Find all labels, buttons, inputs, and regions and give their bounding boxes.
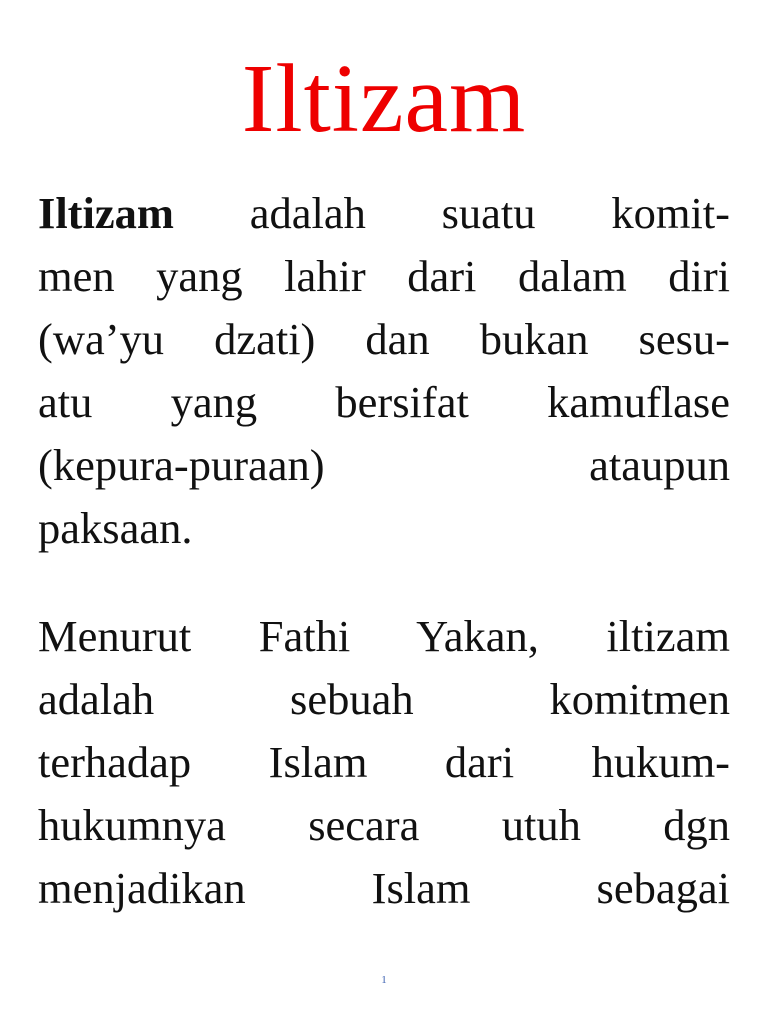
paragraph-line [38,182,730,245]
paragraph-line: (kepura-puraan) ataupun [38,440,730,490]
page-title: Iltizam [241,45,527,153]
term-iltizam: Iltizam [38,188,174,238]
paragraph-line: atu yang bersifat kamuflase [38,377,730,427]
paragraph-line: (wa’yu dzati) dan bukan sesu- [38,314,730,364]
paragraph-line: terhadap Islam dari hukum- [38,737,730,787]
page-number: 1 [381,974,387,986]
line-text: adalah suatu komit- [249,188,730,238]
paragraph-line: menjadikan Islam sebagai [38,863,730,913]
paragraph-line: men yang lahir dari dalam diri [38,251,730,301]
paragraph-definition [38,182,730,560]
paragraph-line: paksaan. [38,503,193,553]
paragraph-fathi-yakan [38,605,730,920]
paragraph-line: Menurut Fathi Yakan, iltizam [38,611,730,661]
paragraph-line: hukumnya secara utuh dgn [38,800,730,850]
paragraph-line: adalah sebuah komitmen [38,674,730,724]
